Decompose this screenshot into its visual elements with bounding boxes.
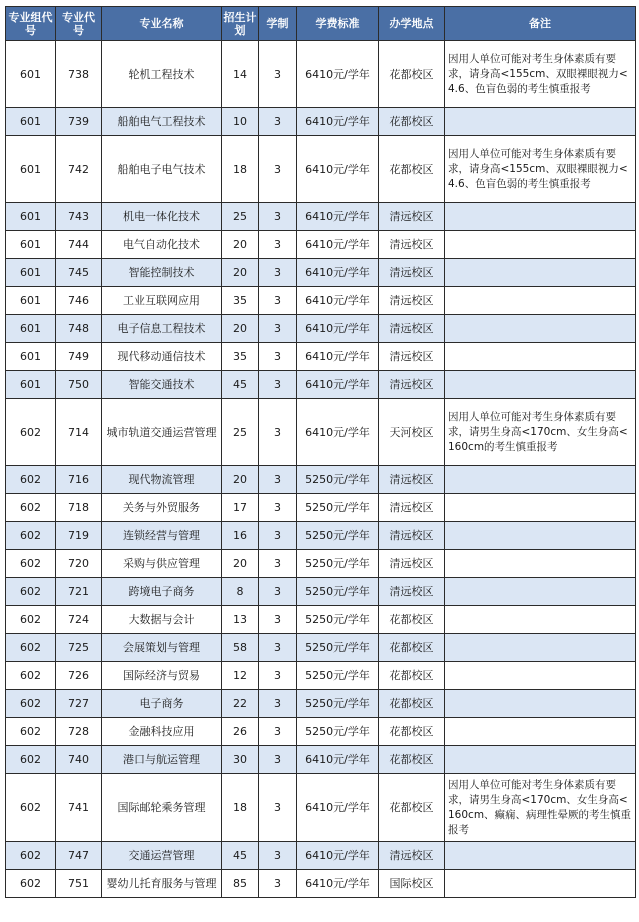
major-name-cell: 金融科技应用 xyxy=(102,718,222,746)
remarks-cell xyxy=(445,466,636,494)
major-name-cell: 智能控制技术 xyxy=(102,259,222,287)
duration-cell: 3 xyxy=(259,41,297,108)
major-name-cell: 婴幼儿托育服务与管理 xyxy=(102,870,222,898)
remarks-cell xyxy=(445,203,636,231)
table-row xyxy=(6,746,636,774)
enrollment-plan-cell: 16 xyxy=(222,522,259,550)
duration-cell: 3 xyxy=(259,136,297,203)
duration-cell: 3 xyxy=(259,466,297,494)
table-row xyxy=(6,690,636,718)
major-name-cell: 船舶电子电气技术 xyxy=(102,136,222,203)
major-code-cell: 747 xyxy=(56,842,102,870)
remarks-cell xyxy=(445,842,636,870)
remarks-cell xyxy=(445,578,636,606)
group-code-cell: 602 xyxy=(6,494,56,522)
campus-cell: 花都校区 xyxy=(379,41,445,108)
major-code-cell: 742 xyxy=(56,136,102,203)
tuition-cell: 5250元/学年 xyxy=(297,606,379,634)
major-code-cell: 743 xyxy=(56,203,102,231)
major-code-cell: 716 xyxy=(56,466,102,494)
header-enrollment-plan: 招生计划 xyxy=(222,7,259,41)
table-row xyxy=(6,287,636,315)
table-row xyxy=(6,108,636,136)
group-code-cell: 602 xyxy=(6,842,56,870)
enrollment-plan-cell: 58 xyxy=(222,634,259,662)
major-name-cell: 电子商务 xyxy=(102,690,222,718)
major-code-cell: 751 xyxy=(56,870,102,898)
campus-cell: 天河校区 xyxy=(379,399,445,466)
major-name-cell: 大数据与会计 xyxy=(102,606,222,634)
group-code-cell: 602 xyxy=(6,746,56,774)
enrollment-plan-cell: 13 xyxy=(222,606,259,634)
header-remarks: 备注 xyxy=(445,7,636,41)
major-code-cell: 750 xyxy=(56,371,102,399)
table-row xyxy=(6,522,636,550)
major-name-cell: 电子信息工程技术 xyxy=(102,315,222,343)
major-code-cell: 718 xyxy=(56,494,102,522)
table-row xyxy=(6,774,636,842)
tuition-cell: 6410元/学年 xyxy=(297,315,379,343)
table-row xyxy=(6,578,636,606)
tuition-cell: 5250元/学年 xyxy=(297,466,379,494)
group-code-cell: 602 xyxy=(6,690,56,718)
duration-cell: 3 xyxy=(259,870,297,898)
group-code-cell: 601 xyxy=(6,136,56,203)
enrollment-plan-cell: 30 xyxy=(222,746,259,774)
tuition-cell: 6410元/学年 xyxy=(297,399,379,466)
remarks-cell xyxy=(445,634,636,662)
tuition-cell: 5250元/学年 xyxy=(297,522,379,550)
header-campus: 办学地点 xyxy=(379,7,445,41)
campus-cell: 清远校区 xyxy=(379,203,445,231)
major-name-cell: 跨境电子商务 xyxy=(102,578,222,606)
duration-cell: 3 xyxy=(259,494,297,522)
major-code-cell: 744 xyxy=(56,231,102,259)
remarks-cell: 因用人单位可能对考生身体素质有要求，请身高<155cm、双眼裸眼视力<4.6、色盲色弱的考生慎重报考 xyxy=(445,136,636,203)
campus-cell: 清远校区 xyxy=(379,522,445,550)
campus-cell: 清远校区 xyxy=(379,343,445,371)
tuition-cell: 5250元/学年 xyxy=(297,718,379,746)
campus-cell: 花都校区 xyxy=(379,634,445,662)
enrollment-plan-cell: 85 xyxy=(222,870,259,898)
remarks-cell xyxy=(445,287,636,315)
tuition-cell: 5250元/学年 xyxy=(297,494,379,522)
campus-cell: 花都校区 xyxy=(379,606,445,634)
group-code-cell: 602 xyxy=(6,870,56,898)
remarks-cell xyxy=(445,108,636,136)
tuition-cell: 6410元/学年 xyxy=(297,136,379,203)
campus-cell: 清远校区 xyxy=(379,550,445,578)
duration-cell: 3 xyxy=(259,371,297,399)
major-code-cell: 745 xyxy=(56,259,102,287)
duration-cell: 3 xyxy=(259,690,297,718)
campus-cell: 清远校区 xyxy=(379,578,445,606)
table-body xyxy=(6,41,636,898)
duration-cell: 3 xyxy=(259,522,297,550)
remarks-cell xyxy=(445,870,636,898)
major-name-cell: 国际邮轮乘务管理 xyxy=(102,774,222,842)
duration-cell: 3 xyxy=(259,746,297,774)
group-code-cell: 602 xyxy=(6,578,56,606)
tuition-cell: 6410元/学年 xyxy=(297,259,379,287)
major-code-cell: 727 xyxy=(56,690,102,718)
campus-cell: 花都校区 xyxy=(379,662,445,690)
group-code-cell: 602 xyxy=(6,774,56,842)
tuition-cell: 6410元/学年 xyxy=(297,41,379,108)
tuition-cell: 6410元/学年 xyxy=(297,203,379,231)
group-code-cell: 601 xyxy=(6,259,56,287)
remarks-cell xyxy=(445,690,636,718)
remarks-cell xyxy=(445,662,636,690)
enrollment-plan-cell: 26 xyxy=(222,718,259,746)
remarks-cell xyxy=(445,315,636,343)
campus-cell: 花都校区 xyxy=(379,746,445,774)
tuition-cell: 6410元/学年 xyxy=(297,774,379,842)
major-name-cell: 现代移动通信技术 xyxy=(102,343,222,371)
duration-cell: 3 xyxy=(259,718,297,746)
duration-cell: 3 xyxy=(259,606,297,634)
group-code-cell: 602 xyxy=(6,606,56,634)
group-code-cell: 601 xyxy=(6,371,56,399)
header-row xyxy=(6,7,636,41)
major-name-cell: 轮机工程技术 xyxy=(102,41,222,108)
enrollment-plan-cell: 20 xyxy=(222,466,259,494)
group-code-cell: 601 xyxy=(6,315,56,343)
enrollment-plan-cell: 35 xyxy=(222,287,259,315)
enrollment-plan-cell: 25 xyxy=(222,203,259,231)
major-name-cell: 现代物流管理 xyxy=(102,466,222,494)
table-row xyxy=(6,662,636,690)
campus-cell: 清远校区 xyxy=(379,259,445,287)
major-name-cell: 采购与供应管理 xyxy=(102,550,222,578)
table-row xyxy=(6,494,636,522)
duration-cell: 3 xyxy=(259,343,297,371)
group-code-cell: 602 xyxy=(6,662,56,690)
major-name-cell: 电气自动化技术 xyxy=(102,231,222,259)
major-name-cell: 船舶电气工程技术 xyxy=(102,108,222,136)
major-code-cell: 749 xyxy=(56,343,102,371)
duration-cell: 3 xyxy=(259,399,297,466)
campus-cell: 清远校区 xyxy=(379,371,445,399)
duration-cell: 3 xyxy=(259,842,297,870)
major-code-cell: 720 xyxy=(56,550,102,578)
campus-cell: 花都校区 xyxy=(379,718,445,746)
group-code-cell: 602 xyxy=(6,522,56,550)
enrollment-plan-cell: 45 xyxy=(222,371,259,399)
enrollment-plan-cell: 20 xyxy=(222,231,259,259)
remarks-cell: 因用人单位可能对考生身体素质有要求，请男生身高<170cm、女生身高<160cm、癫痫、病理性晕厥的考生慎重报考 xyxy=(445,774,636,842)
table-row xyxy=(6,550,636,578)
duration-cell: 3 xyxy=(259,315,297,343)
major-name-cell: 城市轨道交通运营管理 xyxy=(102,399,222,466)
table-row xyxy=(6,343,636,371)
enrollment-plan-cell: 25 xyxy=(222,399,259,466)
major-name-cell: 关务与外贸服务 xyxy=(102,494,222,522)
campus-cell: 花都校区 xyxy=(379,690,445,718)
remarks-cell xyxy=(445,259,636,287)
header-major-name: 专业名称 xyxy=(102,7,222,41)
major-code-cell: 740 xyxy=(56,746,102,774)
group-code-cell: 601 xyxy=(6,41,56,108)
remarks-cell: 因用人单位可能对考生身体素质有要求，请男生身高<170cm、女生身高<160cm的考生慎重报考 xyxy=(445,399,636,466)
campus-cell: 花都校区 xyxy=(379,108,445,136)
duration-cell: 3 xyxy=(259,203,297,231)
enrollment-plan-cell: 22 xyxy=(222,690,259,718)
group-code-cell: 602 xyxy=(6,399,56,466)
major-name-cell: 国际经济与贸易 xyxy=(102,662,222,690)
tuition-cell: 6410元/学年 xyxy=(297,108,379,136)
table-row xyxy=(6,203,636,231)
enrollment-plan-cell: 35 xyxy=(222,343,259,371)
table-row xyxy=(6,371,636,399)
table-row xyxy=(6,466,636,494)
enrollment-plan-cell: 20 xyxy=(222,315,259,343)
major-code-cell: 721 xyxy=(56,578,102,606)
group-code-cell: 601 xyxy=(6,108,56,136)
major-name-cell: 机电一体化技术 xyxy=(102,203,222,231)
campus-cell: 清远校区 xyxy=(379,466,445,494)
table-row xyxy=(6,315,636,343)
group-code-cell: 602 xyxy=(6,466,56,494)
table-header xyxy=(6,7,636,41)
enrollment-plan-cell: 45 xyxy=(222,842,259,870)
enrollment-plan-table xyxy=(5,6,636,898)
header-duration: 学制 xyxy=(259,7,297,41)
campus-cell: 清远校区 xyxy=(379,842,445,870)
table-row xyxy=(6,231,636,259)
tuition-cell: 6410元/学年 xyxy=(297,231,379,259)
major-code-cell: 724 xyxy=(56,606,102,634)
table-row xyxy=(6,842,636,870)
remarks-cell xyxy=(445,371,636,399)
duration-cell: 3 xyxy=(259,287,297,315)
remarks-cell xyxy=(445,718,636,746)
group-code-cell: 602 xyxy=(6,634,56,662)
enrollment-plan-cell: 12 xyxy=(222,662,259,690)
campus-cell: 花都校区 xyxy=(379,136,445,203)
enrollment-plan-cell: 18 xyxy=(222,136,259,203)
tuition-cell: 5250元/学年 xyxy=(297,634,379,662)
header-tuition: 学费标准 xyxy=(297,7,379,41)
remarks-cell xyxy=(445,606,636,634)
duration-cell: 3 xyxy=(259,578,297,606)
group-code-cell: 602 xyxy=(6,718,56,746)
major-code-cell: 728 xyxy=(56,718,102,746)
remarks-cell xyxy=(445,746,636,774)
duration-cell: 3 xyxy=(259,231,297,259)
campus-cell: 清远校区 xyxy=(379,315,445,343)
enrollment-plan-cell: 10 xyxy=(222,108,259,136)
header-major-code: 专业代号 xyxy=(56,7,102,41)
campus-cell: 清远校区 xyxy=(379,231,445,259)
campus-cell: 花都校区 xyxy=(379,774,445,842)
major-code-cell: 726 xyxy=(56,662,102,690)
enrollment-plan-cell: 20 xyxy=(222,259,259,287)
table-row xyxy=(6,136,636,203)
campus-cell: 清远校区 xyxy=(379,494,445,522)
header-group-code: 专业组代号 xyxy=(6,7,56,41)
major-name-cell: 港口与航运管理 xyxy=(102,746,222,774)
enrollment-plan-cell: 8 xyxy=(222,578,259,606)
remarks-cell xyxy=(445,343,636,371)
group-code-cell: 601 xyxy=(6,287,56,315)
tuition-cell: 6410元/学年 xyxy=(297,343,379,371)
table-row xyxy=(6,399,636,466)
duration-cell: 3 xyxy=(259,259,297,287)
duration-cell: 3 xyxy=(259,774,297,842)
table-row xyxy=(6,718,636,746)
table-row xyxy=(6,870,636,898)
duration-cell: 3 xyxy=(259,550,297,578)
group-code-cell: 601 xyxy=(6,203,56,231)
tuition-cell: 6410元/学年 xyxy=(297,746,379,774)
major-code-cell: 739 xyxy=(56,108,102,136)
remarks-cell xyxy=(445,550,636,578)
major-code-cell: 714 xyxy=(56,399,102,466)
tuition-cell: 5250元/学年 xyxy=(297,550,379,578)
enrollment-plan-cell: 14 xyxy=(222,41,259,108)
major-name-cell: 交通运营管理 xyxy=(102,842,222,870)
major-name-cell: 连锁经营与管理 xyxy=(102,522,222,550)
major-code-cell: 725 xyxy=(56,634,102,662)
enrollment-plan-cell: 17 xyxy=(222,494,259,522)
duration-cell: 3 xyxy=(259,662,297,690)
table-row xyxy=(6,41,636,108)
remarks-cell xyxy=(445,494,636,522)
group-code-cell: 601 xyxy=(6,343,56,371)
major-name-cell: 工业互联网应用 xyxy=(102,287,222,315)
group-code-cell: 602 xyxy=(6,550,56,578)
table-row xyxy=(6,606,636,634)
tuition-cell: 6410元/学年 xyxy=(297,842,379,870)
campus-cell: 清远校区 xyxy=(379,287,445,315)
tuition-cell: 5250元/学年 xyxy=(297,662,379,690)
major-code-cell: 748 xyxy=(56,315,102,343)
remarks-cell xyxy=(445,522,636,550)
major-code-cell: 738 xyxy=(56,41,102,108)
enrollment-plan-cell: 18 xyxy=(222,774,259,842)
duration-cell: 3 xyxy=(259,634,297,662)
tuition-cell: 6410元/学年 xyxy=(297,287,379,315)
major-code-cell: 719 xyxy=(56,522,102,550)
enrollment-plan-cell: 20 xyxy=(222,550,259,578)
major-code-cell: 741 xyxy=(56,774,102,842)
duration-cell: 3 xyxy=(259,108,297,136)
major-name-cell: 智能交通技术 xyxy=(102,371,222,399)
major-code-cell: 746 xyxy=(56,287,102,315)
tuition-cell: 5250元/学年 xyxy=(297,690,379,718)
group-code-cell: 601 xyxy=(6,231,56,259)
tuition-cell: 6410元/学年 xyxy=(297,371,379,399)
remarks-cell xyxy=(445,231,636,259)
table-row xyxy=(6,259,636,287)
table-row xyxy=(6,634,636,662)
remarks-cell: 因用人单位可能对考生身体素质有要求，请身高<155cm、双眼裸眼视力<4.6、色盲色弱的考生慎重报考 xyxy=(445,41,636,108)
campus-cell: 国际校区 xyxy=(379,870,445,898)
major-name-cell: 会展策划与管理 xyxy=(102,634,222,662)
tuition-cell: 5250元/学年 xyxy=(297,578,379,606)
tuition-cell: 6410元/学年 xyxy=(297,870,379,898)
